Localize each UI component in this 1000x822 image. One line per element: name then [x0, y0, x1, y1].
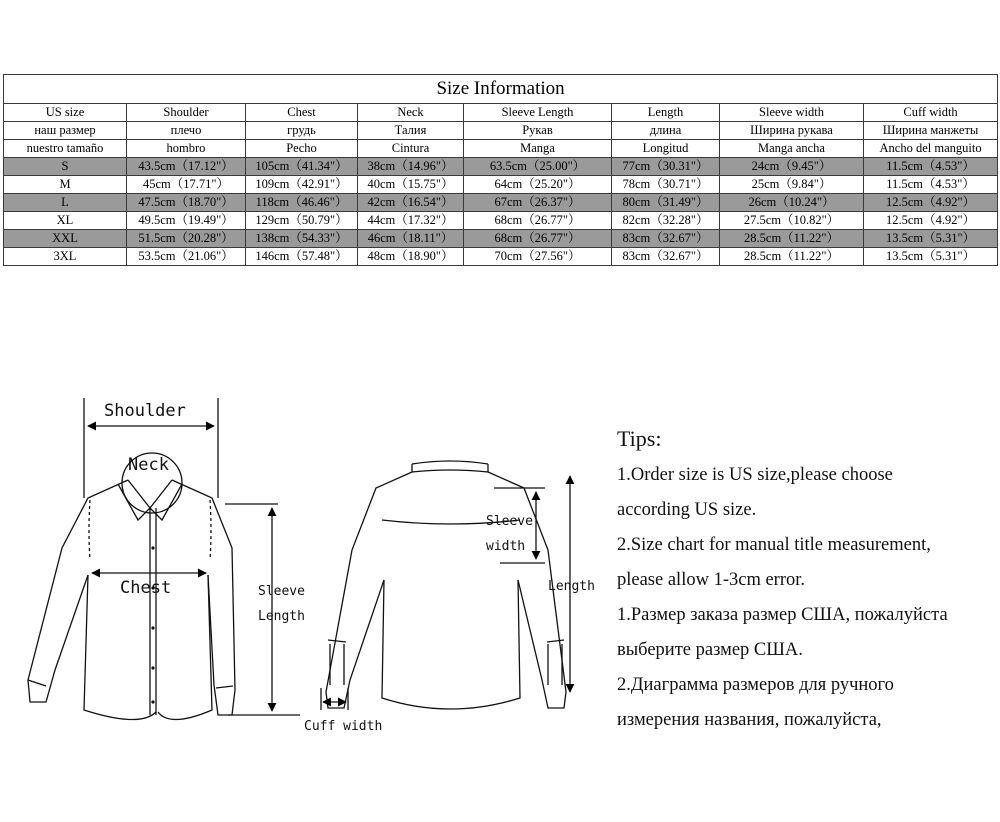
header-cell: Ширина манжеты: [864, 122, 998, 140]
measurement-cell: 78cm（30.71"）: [612, 176, 720, 194]
header-cell: Manga: [464, 140, 612, 158]
header-cell: Neck: [358, 104, 464, 122]
tip-line: 1.Размер заказа размер США, пожалуйста: [617, 605, 948, 625]
measurement-cell: 13.5cm（5.31"）: [864, 230, 998, 248]
tip-line: please allow 1-3cm error.: [617, 570, 806, 590]
measurement-cell: 109cm（42.91"）: [246, 176, 358, 194]
header-cell: nuestro tamaño: [4, 140, 127, 158]
front-shirt-buttons: [151, 546, 154, 703]
measurement-cell: 25cm（9.84"）: [720, 176, 864, 194]
header-cell: Рукав: [464, 122, 612, 140]
tip-line: 2.Диаграмма размеров для ручного: [617, 675, 894, 695]
size-label-cell: XXL: [4, 230, 127, 248]
measurement-cell: 63.5cm（25.00"）: [464, 158, 612, 176]
measurement-cell: 47.5cm（18.70"）: [127, 194, 246, 212]
header-cell: US size: [4, 104, 127, 122]
measurement-cell: 48cm（18.90"）: [358, 248, 464, 266]
header-cell: Cuff width: [864, 104, 998, 122]
header-cell: Sleeve width: [720, 104, 864, 122]
measurement-cell: 44cm（17.32"）: [358, 212, 464, 230]
measurement-cell: 68cm（26.77"）: [464, 212, 612, 230]
tip-line: измерения названия, пожалуйста,: [617, 710, 882, 730]
size-label-cell: XL: [4, 212, 127, 230]
cuff-width-label: Cuff width: [304, 719, 383, 734]
size-label-cell: M: [4, 176, 127, 194]
size-row: [4, 158, 998, 176]
measurement-cell: 49.5cm（19.49"）: [127, 212, 246, 230]
chest-label: Chest: [120, 578, 172, 598]
measurement-cell: 105cm（41.34"）: [246, 158, 358, 176]
measurement-cell: 64cm（25.20"）: [464, 176, 612, 194]
measurement-cell: 12.5cm（4.92"）: [864, 212, 998, 230]
front-shirt-illustration: [28, 480, 235, 720]
header-cell: Longitud: [612, 140, 720, 158]
measurement-cell: 42cm（16.54"）: [358, 194, 464, 212]
size-row: [4, 194, 998, 212]
header-cell: Sleeve Length: [464, 104, 612, 122]
tips-panel: [617, 420, 997, 738]
measurement-cell: 118cm（46.46"）: [246, 194, 358, 212]
header-cell: hombro: [127, 140, 246, 158]
shirt-measurement-diagram: [0, 380, 610, 750]
measurement-cell: 38cm（14.96"）: [358, 158, 464, 176]
measurement-cell: 24cm（9.45"）: [720, 158, 864, 176]
measurement-cell: 70cm（27.56"）: [464, 248, 612, 266]
measurement-cell: 40cm（15.75"）: [358, 176, 464, 194]
back-shirt-illustration: [326, 461, 566, 709]
size-row: [4, 248, 998, 266]
measurement-cell: 27.5cm（10.82"）: [720, 212, 864, 230]
measurement-cell: 11.5cm（4.53"）: [864, 176, 998, 194]
header-cell: Cintura: [358, 140, 464, 158]
measurement-cell: 82cm（32.28"）: [612, 212, 720, 230]
size-information-table: [3, 74, 998, 266]
header-cell: грудь: [246, 122, 358, 140]
sleeve-width-label-1: Sleeve: [486, 514, 533, 529]
size-row: [4, 212, 998, 230]
tips-lines: [617, 458, 997, 738]
measurement-cell: 80cm（31.49"）: [612, 194, 720, 212]
header-cell: наш размер: [4, 122, 127, 140]
size-label-cell: L: [4, 194, 127, 212]
measurement-cell: 46cm（18.11"）: [358, 230, 464, 248]
tip-line: выберите размер США.: [617, 640, 803, 660]
measurement-cell: 138cm（54.33"）: [246, 230, 358, 248]
sleeve-length-label-1: Sleeve: [258, 584, 305, 599]
measurement-cell: 13.5cm（5.31"）: [864, 248, 998, 266]
header-row: [4, 104, 998, 122]
measurement-cell: 11.5cm（4.53"）: [864, 158, 998, 176]
measurement-cell: 53.5cm（21.06"）: [127, 248, 246, 266]
header-cell: Ширина рукава: [720, 122, 864, 140]
measurement-cell: 68cm（26.77"）: [464, 230, 612, 248]
header-cell: Manga ancha: [720, 140, 864, 158]
header-row: [4, 122, 998, 140]
header-cell: длина: [612, 122, 720, 140]
size-row: [4, 176, 998, 194]
measurement-cell: 67cm（26.37"）: [464, 194, 612, 212]
tip-line: 1.Order size is US size,please choose: [617, 465, 893, 485]
measurement-cell: 83cm（32.67"）: [612, 248, 720, 266]
measurement-cell: 26cm（10.24"）: [720, 194, 864, 212]
measurement-cell: 83cm（32.67"）: [612, 230, 720, 248]
header-cell: плечо: [127, 122, 246, 140]
measurement-cell: 28.5cm（11.22"）: [720, 230, 864, 248]
sleeve-width-label-2: width: [486, 539, 526, 554]
measurement-cell: 146cm（57.48"）: [246, 248, 358, 266]
neck-label: Neck: [128, 455, 169, 475]
header-row: [4, 140, 998, 158]
header-cell: Chest: [246, 104, 358, 122]
measurement-cell: 77cm（30.31"）: [612, 158, 720, 176]
header-cell: Ancho del manguito: [864, 140, 998, 158]
tip-line: 2.Size chart for manual title measurement,: [617, 535, 931, 555]
header-cell: Pecho: [246, 140, 358, 158]
measurement-cell: 51.5cm（20.28"）: [127, 230, 246, 248]
size-row: [4, 230, 998, 248]
shoulder-label: Shoulder: [104, 401, 186, 421]
tip-line: according US size.: [617, 500, 757, 520]
size-label-cell: S: [4, 158, 127, 176]
sleeve-length-label-2: Length: [258, 609, 305, 624]
header-cell: Shoulder: [127, 104, 246, 122]
measurement-cell: 45cm（17.71"）: [127, 176, 246, 194]
back-length-label: Length: [548, 579, 595, 594]
measurement-cell: 12.5cm（4.92"）: [864, 194, 998, 212]
measurement-cell: 28.5cm（11.22"）: [720, 248, 864, 266]
size-label-cell: 3XL: [4, 248, 127, 266]
header-cell: Талия: [358, 122, 464, 140]
header-cell: Length: [612, 104, 720, 122]
table-title: Size Information: [4, 75, 998, 104]
tips-title: Tips:: [617, 426, 662, 451]
measurement-cell: 43.5cm（17.12"）: [127, 158, 246, 176]
measurement-cell: 129cm（50.79"）: [246, 212, 358, 230]
